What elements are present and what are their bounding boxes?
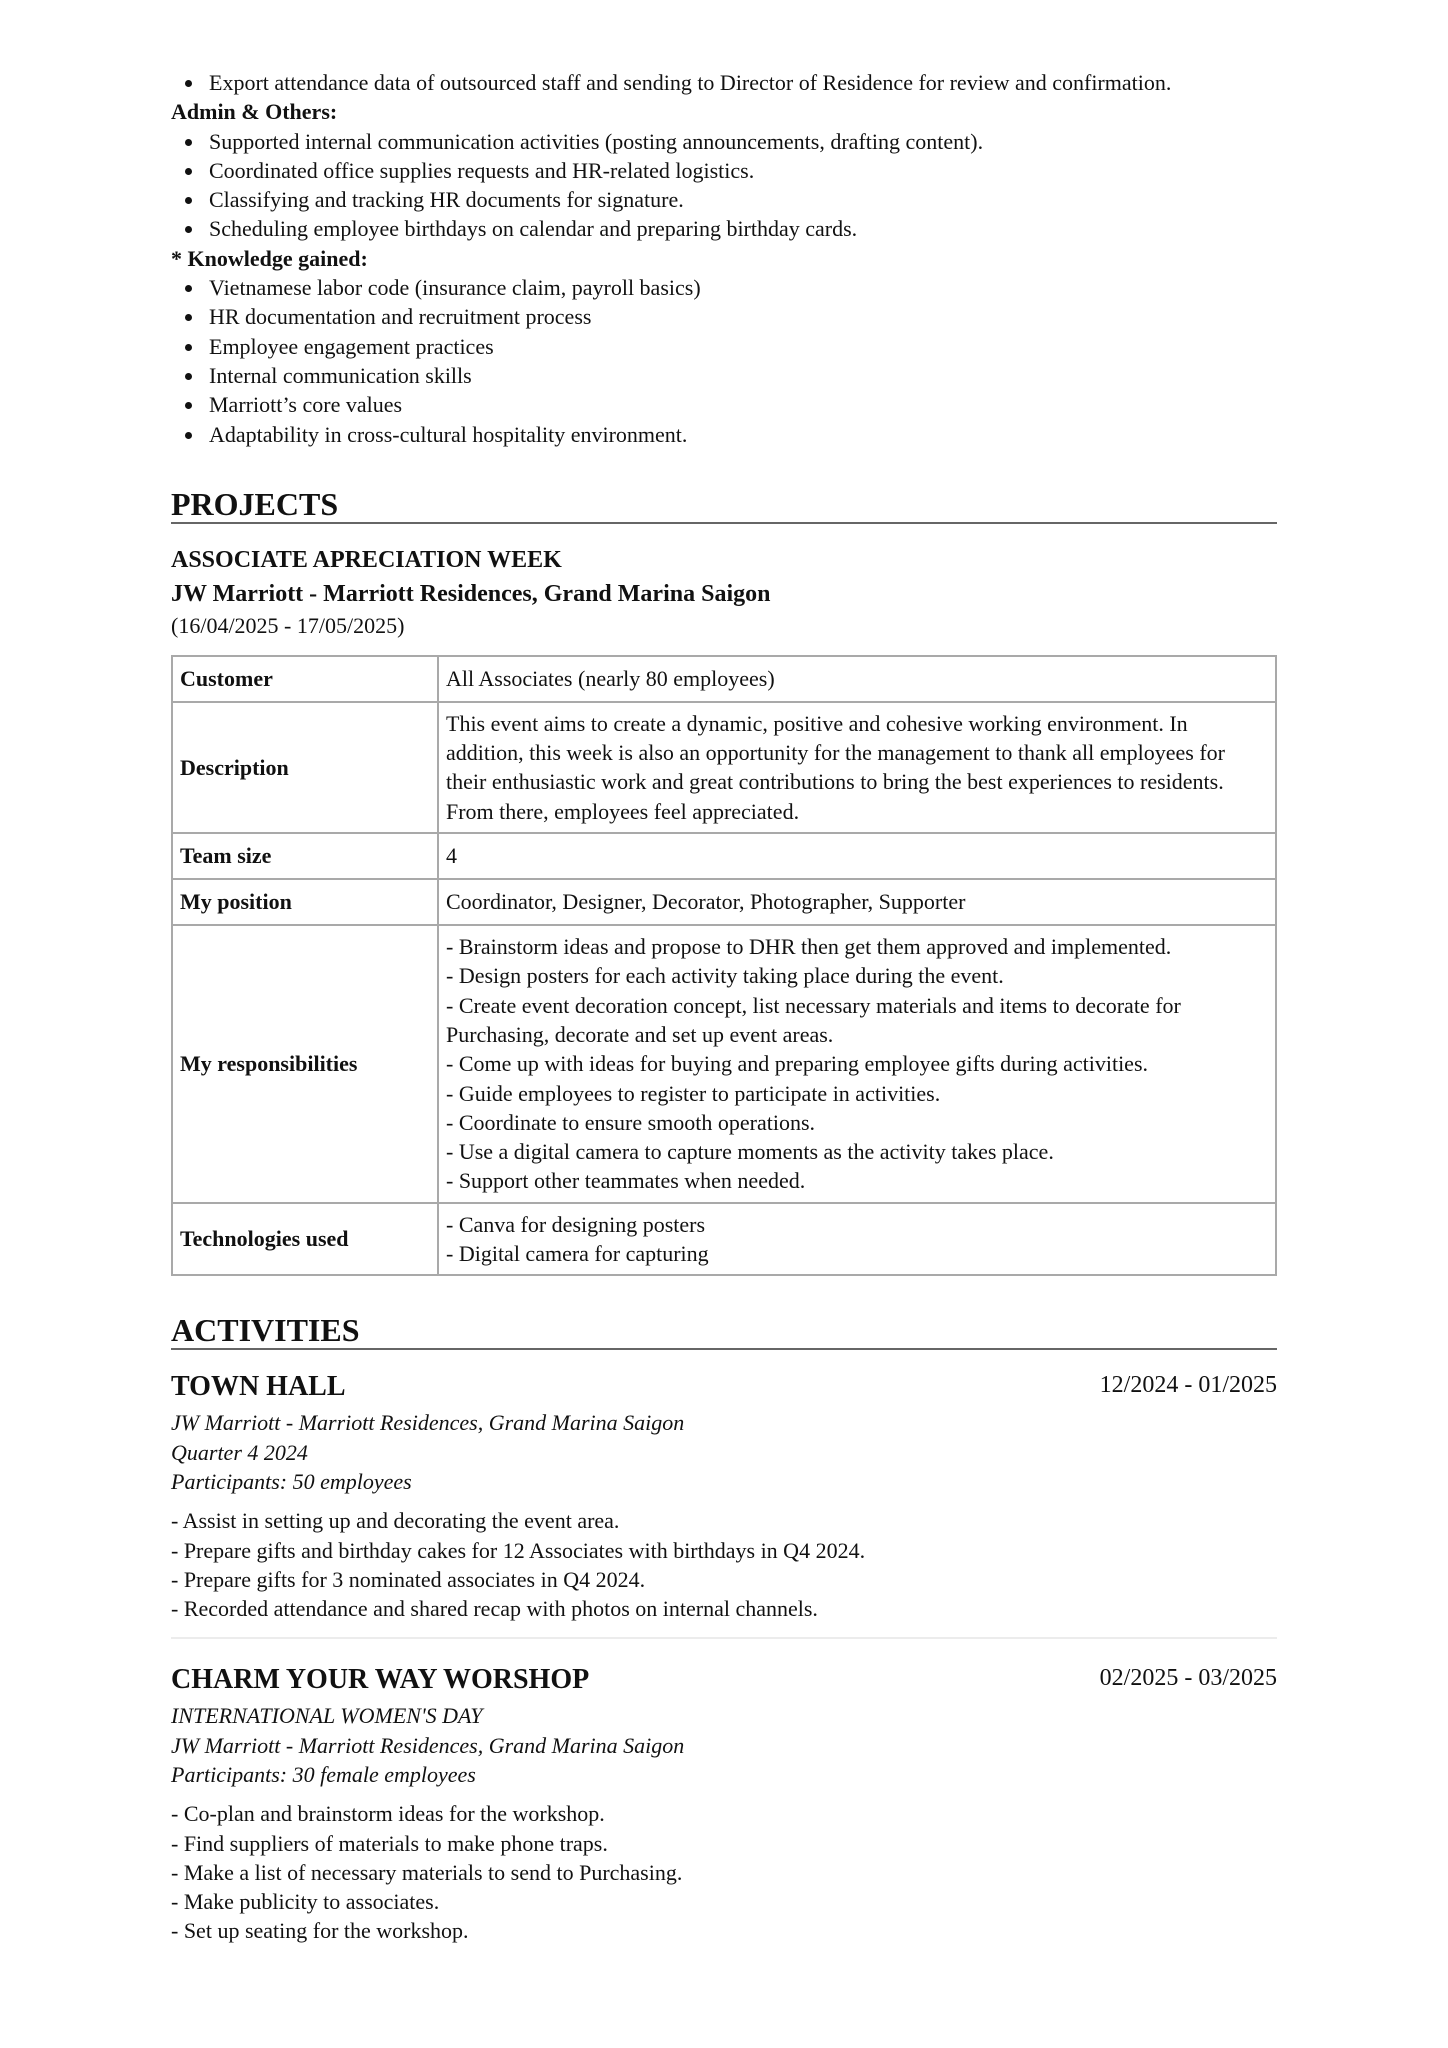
bullet-icon <box>185 344 192 351</box>
responsibility-line: - Guide employees to register to participate in activities. <box>446 1080 941 1106</box>
row-label: Description <box>172 702 438 833</box>
list-item: HR documentation and recruitment process <box>171 302 1277 331</box>
row-label: Technologies used <box>172 1203 438 1276</box>
bullet-icon <box>185 432 192 439</box>
project-title: ASSOCIATE APRECIATION WEEK <box>171 546 562 573</box>
row-value: This event aims to create a dynamic, positive and cohesive working environment. In addition, this week is also an opportunity for the management to thank all employees for their enthusiastic work and great contributions to bring the best experiences to residents. From there, employees feel appreciated. <box>438 702 1276 833</box>
activities-section-title: ACTIVITIES <box>171 1312 1277 1350</box>
list-item: Coordinated office supplies requests and HR-related logistics. <box>171 156 1277 185</box>
bullet-icon <box>185 168 192 175</box>
row-value <box>438 925 1276 1203</box>
list-item: Internal communication skills <box>171 361 1277 390</box>
activity-meta: Quarter 4 2024 <box>171 1439 308 1465</box>
activity-line: - Prepare gifts and birthday cakes for 12 Associates with birthdays in Q4 2024. <box>171 1537 866 1563</box>
knowledge-heading: * Knowledge gained: <box>171 245 368 271</box>
table-row <box>172 833 1276 879</box>
activity-line: - Make a list of necessary materials to send to Purchasing. <box>171 1859 683 1885</box>
row-value: All Associates (nearly 80 employees) <box>438 656 1276 702</box>
list-item: Vietnamese labor code (insurance claim, payroll basics) <box>171 273 1277 302</box>
activity-meta: JW Marriott - Marriott Residences, Grand Marina Saigon <box>171 1732 685 1758</box>
bullet-icon <box>185 226 192 233</box>
activity-line: - Make publicity to associates. <box>171 1889 440 1915</box>
bullet-icon <box>185 402 192 409</box>
list-item: Marriott’s core values <box>171 390 1277 419</box>
activity-line: - Assist in setting up and decorating the event area. <box>171 1508 620 1534</box>
knowledge-list <box>171 273 1277 449</box>
responsibility-line: - Brainstorm ideas and propose to DHR then get them approved and implemented. <box>446 934 1172 960</box>
row-value: Coordinator, Designer, Decorator, Photographer, Supporter <box>438 879 1276 925</box>
table-row <box>172 1203 1276 1276</box>
responsibility-line: - Use a digital camera to capture moments as the activity takes place. <box>446 1139 1054 1165</box>
admin-list <box>171 127 1277 244</box>
bullet-icon <box>185 285 192 292</box>
admin-heading: Admin & Others: <box>171 99 338 125</box>
activity-meta: Participants: 30 female employees <box>171 1761 476 1787</box>
project-detail-table <box>171 655 1277 1276</box>
row-label: Customer <box>172 656 438 702</box>
activity-meta: INTERNATIONAL WOMEN'S DAY <box>171 1703 483 1729</box>
activity-title: CHARM YOUR WAY WORSHOP <box>171 1664 590 1696</box>
row-label: My responsibilities <box>172 925 438 1203</box>
bullet-icon <box>185 80 192 87</box>
activity-divider <box>171 1637 1277 1639</box>
row-value: 4 <box>438 833 1276 879</box>
technology-line: - Digital camera for capturing <box>446 1241 709 1267</box>
list-item: Employee engagement practices <box>171 332 1277 361</box>
activity-date: 12/2024 - 01/2025 <box>1099 1372 1277 1399</box>
activity-line: - Set up seating for the workshop. <box>171 1918 469 1944</box>
project-organization: JW Marriott - Marriott Residences, Grand Marina Saigon <box>171 580 771 607</box>
resume-page <box>171 0 1277 1946</box>
activity-date: 02/2025 - 03/2025 <box>1099 1665 1277 1692</box>
row-label: My position <box>172 879 438 925</box>
bullet-icon <box>185 139 192 146</box>
responsibility-line: - Coordinate to ensure smooth operations. <box>446 1109 816 1135</box>
duties-list <box>171 68 1277 97</box>
activity-item <box>171 1663 1277 1945</box>
activity-line: - Find suppliers of materials to make phone traps. <box>171 1830 608 1856</box>
table-row <box>172 879 1276 925</box>
list-item: Classifying and tracking HR documents for signature. <box>171 185 1277 214</box>
activity-meta: JW Marriott - Marriott Residences, Grand Marina Saigon <box>171 1410 685 1436</box>
activity-line: - Recorded attendance and shared recap with photos on internal channels. <box>171 1596 818 1622</box>
bullet-icon <box>185 314 192 321</box>
technology-line: - Canva for designing posters <box>446 1211 706 1237</box>
activity-line: - Co-plan and brainstorm ideas for the workshop. <box>171 1801 605 1827</box>
activity-item <box>171 1370 1277 1623</box>
list-item: Export attendance data of outsourced staff and sending to Director of Residence for review and confirmation. <box>171 68 1277 97</box>
responsibility-line: - Come up with ideas for buying and preparing employee gifts during activities. <box>446 1051 1149 1077</box>
activity-meta: Participants: 50 employees <box>171 1468 412 1494</box>
list-item: Adaptability in cross-cultural hospitality environment. <box>171 420 1277 449</box>
row-value <box>438 1203 1276 1276</box>
projects-section-title: PROJECTS <box>171 486 1277 524</box>
responsibility-line: - Design posters for each activity taking place during the event. <box>446 963 1004 989</box>
project-date-range: (16/04/2025 - 17/05/2025) <box>171 612 405 638</box>
table-row <box>172 925 1276 1203</box>
table-row <box>172 702 1276 833</box>
responsibility-line: - Create event decoration concept, list necessary materials and items to decorate for Purchasing, decorate and set up event areas. <box>446 992 1181 1047</box>
list-item: Supported internal communication activities (posting announcements, drafting content). <box>171 127 1277 156</box>
list-item: Scheduling employee birthdays on calendar and preparing birthday cards. <box>171 214 1277 243</box>
bullet-icon <box>185 197 192 204</box>
row-label: Team size <box>172 833 438 879</box>
responsibility-line: - Support other teammates when needed. <box>446 1168 806 1194</box>
bullet-icon <box>185 373 192 380</box>
activity-title: TOWN HALL <box>171 1371 346 1403</box>
activity-line: - Prepare gifts for 3 nominated associates in Q4 2024. <box>171 1566 646 1592</box>
table-row <box>172 656 1276 702</box>
